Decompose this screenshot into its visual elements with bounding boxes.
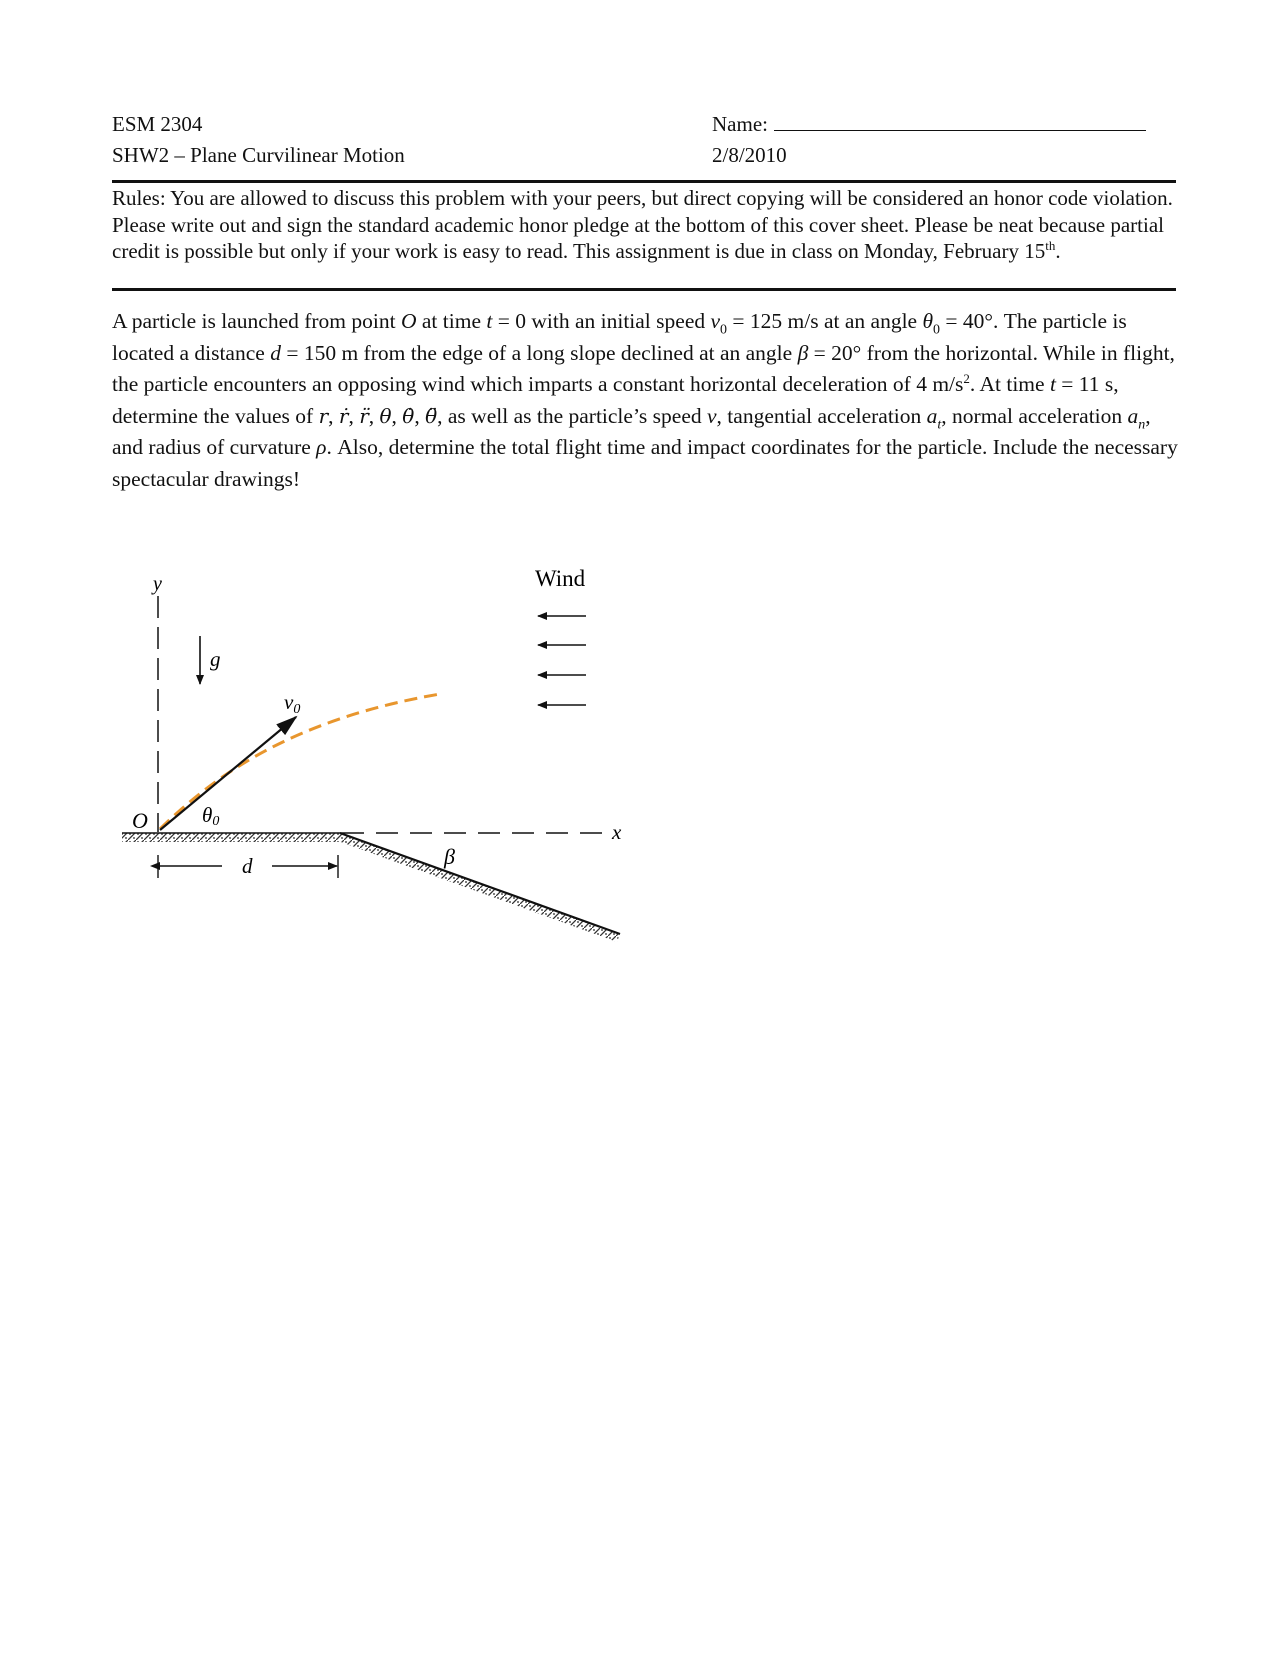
rules-superscript: th [1045,238,1056,253]
r-dot-symbol: r [338,403,349,428]
name-label: Name: [712,112,768,136]
x-axis-label: x [612,820,622,844]
course-code: ESM 2304 [112,112,203,136]
r-ddot-symbol: r [359,403,369,428]
theta0-label: θ0 [202,803,220,829]
point-o: O [400,309,417,333]
theta-dot-symbol: θ [402,403,415,428]
rules-period: . [1055,239,1061,263]
assignment-title: SHW2 – Plane Curvilinear Motion [112,143,405,167]
theta0-symbol: θ [922,309,934,333]
r-symbol: r [318,403,329,428]
gravity-label: g [210,647,221,671]
theta-ddot-symbol: θ [425,403,438,428]
d-label: d [242,854,253,878]
beta-label: β [444,844,455,869]
v0-symbol: v [710,309,721,333]
origin-label: O [132,808,148,833]
y-axis-label: y [153,573,162,595]
problem-statement: A particle is launched from point O at time t = 0 with an initial speed $v_0 = 125$ m/s at an angle $\theta_0 = 40^\circ$. The particle is located a distance d = 150 m from the edge of a long slope declined at an angle β = 20° from the horizontal. While in flight, the particle encounters an opposing wind which imparts a constant horizontal deceleration of 4 $m/s^2$. At time t = 11 s, determine the values of r, r, r, θ, θ, θ, as well as the particle’s speed v, tangential acceleration $a_t$, normal acceleration $a_n$, and radius of curvature ρ. Also, determine the total flight time and impact coordinates for the particle. Include the necessary spectacular drawings! [112,309,1178,491]
wind-label: Wind [535,566,586,591]
slope-line [340,833,620,934]
theta-symbol: θ [379,403,392,428]
v0-label: v0 [284,690,301,717]
rules-text: Rules: You are allowed to discuss this problem with your peers, but direct copying will be considered an honor code violation. Please write out and sign the standard academic honor pledge at the bottom of this cover sheet. Please be neat because partial credit is possible but only if your work is easy to read. This assignment is due in class on Monday, February 15 [112,186,1173,263]
v0-arrow [160,717,296,830]
slope-surface [338,833,620,942]
assignment-date: 2/8/2010 [712,143,787,167]
ground-surface [122,833,342,842]
